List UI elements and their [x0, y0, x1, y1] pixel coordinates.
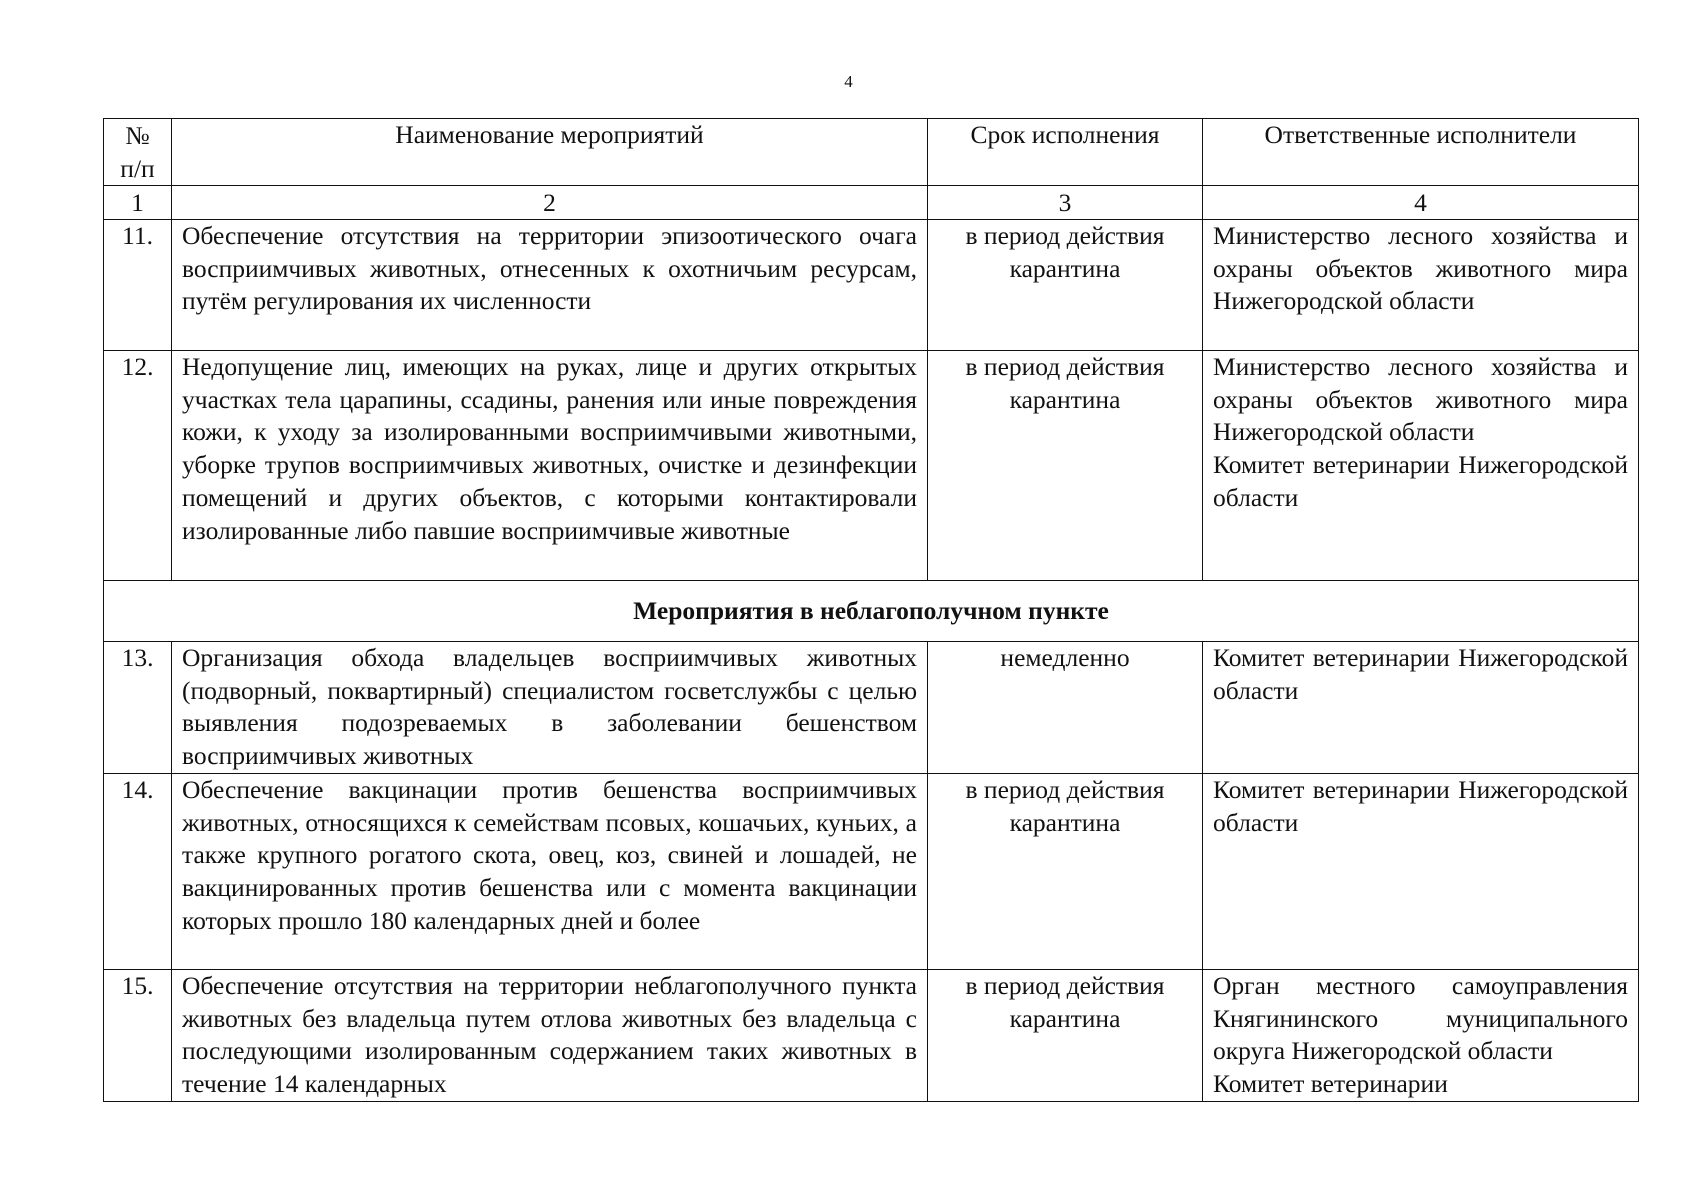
responsible-line: Комитет ветеринарии Нижегородской области — [1213, 450, 1628, 512]
responsible-line: Министерство лесного хозяйства и охраны объектов животного мира Нижегородской области — [1213, 221, 1628, 316]
row-number: 11. — [104, 220, 172, 351]
measure-name — [172, 969, 928, 1101]
column-index-3: 3 — [928, 186, 1203, 220]
measure-term: в период действия карантина — [928, 969, 1203, 1101]
measure-name-text: Обеспечение отсутствия на территории неблагополучного пункта животных без владельца путем отлова животных без владельца с последующими изолированным содержанием таких животных в течение 14 календарных — [182, 970, 917, 1098]
measure-name: Организация обхода владельцев восприимчивых животных (подворный, поквартирный) специалистом госветслужбы с целью выявления подозреваемых в заболевании бешенством восприимчивых животных — [172, 642, 928, 774]
measure-term: немедленно — [928, 642, 1203, 774]
row-number: 12. — [104, 351, 172, 581]
responsible-line: Комитет ветеринарии — [1213, 1068, 1448, 1098]
row-number: 13. — [104, 642, 172, 774]
responsible-line: Министерство лесного хозяйства и охраны объектов животного мира Нижегородской области — [1213, 352, 1628, 447]
measure-name: Обеспечение отсутствия на территории эпизоотического очага восприимчивых животных, отнесенных к охотничьим ресурсам, путём регулирования их численности — [172, 220, 928, 351]
measures-table — [103, 118, 1639, 1102]
header-term: Срок исполнения — [928, 119, 1203, 186]
page-number: 4 — [844, 72, 853, 91]
header-num: № п/п — [104, 119, 172, 186]
measure-responsible — [1203, 642, 1639, 774]
column-index-row — [104, 186, 1639, 220]
row-number: 14. — [104, 773, 172, 969]
table-header-row — [104, 119, 1639, 186]
header-name: Наименование мероприятий — [172, 119, 928, 186]
measure-term: в период действия карантина — [928, 773, 1203, 969]
header-responsible: Ответственные исполнители — [1203, 119, 1639, 186]
measure-term: в период действия карантина — [928, 351, 1203, 581]
responsible-line: Комитет ветеринарии Нижегородской области — [1213, 774, 1628, 837]
section-title: Мероприятия в неблагополучном пункте — [104, 581, 1639, 642]
table-row — [104, 642, 1639, 774]
responsible-line: Комитет ветеринарии Нижегородской области — [1213, 643, 1628, 705]
column-index-2: 2 — [172, 186, 928, 220]
table-row — [104, 969, 1639, 1101]
measure-responsible — [1203, 220, 1639, 351]
measure-responsible — [1203, 773, 1639, 969]
row-number: 15. — [104, 969, 172, 1101]
table-row — [104, 773, 1639, 969]
section-header-row — [104, 581, 1639, 642]
responsible-text — [1213, 970, 1628, 1100]
measure-name: Недопущение лиц, имеющих на руках, лице и других открытых участках тела царапины, ссадины, ранения или иные повреждения кожи, к уходу за изолированными восприимчивыми животными, уборке трупов восприимчивых животных, очистке и дезинфекции помещений и других объектов, с которыми контактировали изолированные либо павшие восприимчивые животные — [172, 351, 928, 581]
column-index-1: 1 — [104, 186, 172, 220]
responsible-line: Орган местного самоуправления Княгининского муниципального округа Нижегородской области — [1213, 970, 1628, 1066]
table-row — [104, 220, 1639, 351]
column-index-4: 4 — [1203, 186, 1639, 220]
table-row — [104, 351, 1639, 581]
measure-responsible — [1203, 351, 1639, 581]
measure-name: Обеспечение вакцинации против бешенства восприимчивых животных, относящихся к семействам псовых, кошачьих, куньих, а также крупного рогатого скота, овец, коз, свиней и лошадей, не вакцинированных против бешенства или с момента вакцинации которых прошло 180 календарных дней и более — [172, 773, 928, 969]
measure-responsible — [1203, 969, 1639, 1101]
measure-term: в период действия карантина — [928, 220, 1203, 351]
